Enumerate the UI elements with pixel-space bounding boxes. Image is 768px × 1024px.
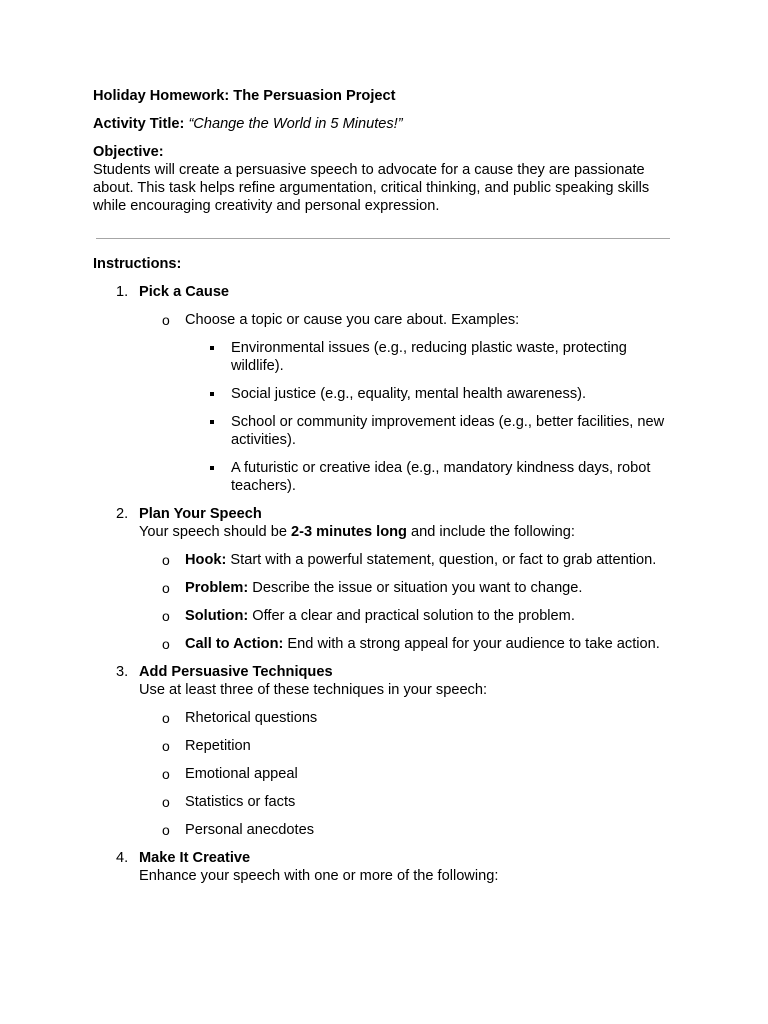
section-divider: [96, 238, 670, 239]
sub-item: [139, 709, 673, 727]
step-title: Add Persuasive Techniques: [139, 664, 333, 680]
sub-item: [139, 635, 673, 653]
example-text: A futuristic or creative idea (e.g., mandatory kindness days, robot teachers).: [231, 460, 651, 494]
sub-item-label: Hook:: [185, 552, 227, 568]
objective-text: Students will create a persuasive speech to advocate for a cause they are passionate about. This task helps refine argumentation, critical thinking, and public speaking skills while encouraging creativity and personal expression.: [93, 162, 650, 214]
sub-item-label: Problem:: [185, 580, 249, 596]
sub-item: [139, 311, 673, 495]
example-text: Environmental issues (e.g., reducing plastic waste, protecting wildlife).: [231, 340, 627, 374]
circle-bullet-icon: o: [162, 580, 170, 596]
example-bullet: [185, 339, 673, 375]
sub-item: [139, 579, 673, 597]
activity-title-line: [93, 115, 673, 133]
activity-title-label: Activity Title:: [93, 116, 185, 132]
example-bullet: [185, 385, 673, 403]
step-number: 3.: [116, 664, 129, 680]
step-2: [93, 505, 673, 653]
step-3-subitems: [139, 709, 673, 839]
sub-item-text: Rhetorical questions: [185, 710, 318, 726]
step-1-subitems: [139, 311, 673, 495]
sub-item-text: Describe the issue or situation you want to change.: [248, 580, 583, 596]
circle-bullet-icon: o: [162, 636, 170, 652]
circle-bullet-icon: o: [162, 312, 170, 328]
step-intro-text: and include the following:: [406, 524, 575, 540]
step-intro: [139, 523, 673, 541]
step-intro-text: Your speech should be: [139, 524, 292, 540]
square-bullet-icon: [210, 346, 214, 350]
example-bullets: [185, 339, 673, 495]
step-number: 1.: [116, 284, 129, 300]
example-bullet: [185, 459, 673, 495]
step-number: 2.: [116, 506, 129, 522]
sub-item-text: Emotional appeal: [185, 766, 298, 782]
instructions-heading: Instructions:: [93, 256, 182, 272]
objective-heading: Objective:: [93, 144, 164, 160]
circle-bullet-icon: o: [162, 794, 170, 810]
step-3: [93, 663, 673, 839]
step-intro: Use at least three of these techniques in your speech:: [139, 682, 488, 698]
circle-bullet-icon: o: [162, 766, 170, 782]
example-bullet: [185, 413, 673, 449]
sub-item-text: Start with a powerful statement, question, or fact to grab attention.: [226, 552, 657, 568]
example-text: Social justice (e.g., equality, mental health awareness).: [231, 386, 587, 402]
circle-bullet-icon: o: [162, 552, 170, 568]
circle-bullet-icon: o: [162, 608, 170, 624]
circle-bullet-icon: o: [162, 738, 170, 754]
circle-bullet-icon: o: [162, 710, 170, 726]
example-text: School or community improvement ideas (e.g., better facilities, new activities).: [231, 414, 665, 448]
step-1: [93, 283, 673, 495]
speech-length: 2-3 minutes long: [291, 524, 407, 540]
step-2-subitems: [139, 551, 673, 653]
step-title: Plan Your Speech: [139, 506, 262, 522]
sub-item: [139, 765, 673, 783]
activity-title-value: “Change the World in 5 Minutes!”: [188, 116, 403, 132]
step-number: 4.: [116, 850, 129, 866]
step-4: [93, 849, 673, 885]
sub-item-text: Personal anecdotes: [185, 822, 314, 838]
square-bullet-icon: [210, 466, 214, 470]
sub-item: [139, 737, 673, 755]
circle-bullet-icon: o: [162, 822, 170, 838]
sub-item-text: End with a strong appeal for your audience to take action.: [283, 636, 660, 652]
document-title: Holiday Homework: The Persuasion Project: [93, 88, 396, 104]
step-intro: Enhance your speech with one or more of the following:: [139, 868, 499, 884]
sub-item-text: Choose a topic or cause you care about. Examples:: [185, 312, 520, 328]
square-bullet-icon: [210, 420, 214, 424]
sub-item: [139, 607, 673, 625]
square-bullet-icon: [210, 392, 214, 396]
step-title: Make It Creative: [139, 850, 251, 866]
sub-item: [139, 551, 673, 569]
sub-item-label: Solution:: [185, 608, 249, 624]
sub-item-text: Repetition: [185, 738, 251, 754]
step-title: Pick a Cause: [139, 284, 230, 300]
sub-item-text: Offer a clear and practical solution to the problem.: [248, 608, 575, 624]
sub-item-label: Call to Action:: [185, 636, 284, 652]
sub-item: [139, 821, 673, 839]
sub-item-text: Statistics or facts: [185, 794, 296, 810]
sub-item: [139, 793, 673, 811]
